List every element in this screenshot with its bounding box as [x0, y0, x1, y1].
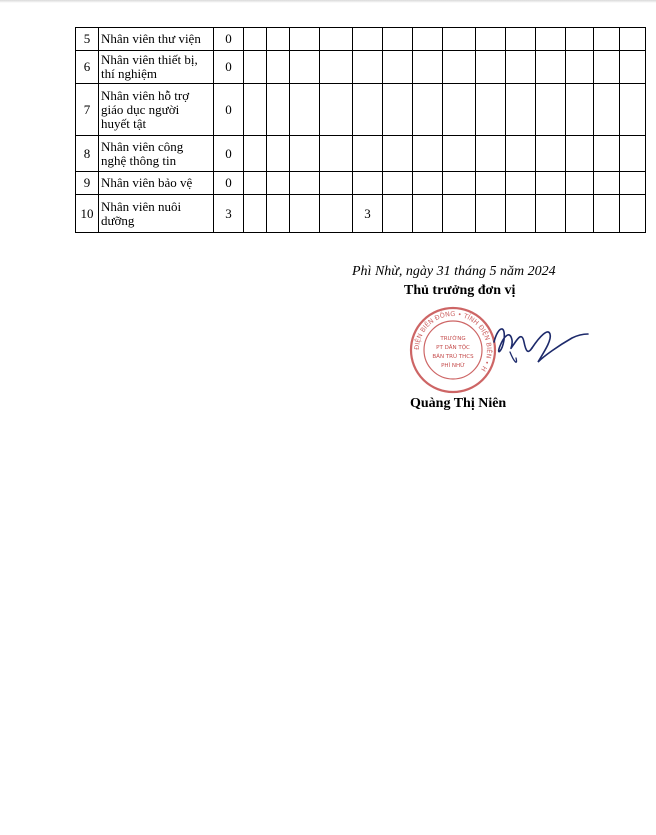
- row-number: 5: [76, 28, 99, 51]
- count-cell: [566, 28, 594, 51]
- count-cell: [443, 84, 476, 136]
- count-cell: [443, 51, 476, 84]
- count-cell: [620, 136, 646, 172]
- count-cell: [413, 28, 443, 51]
- count-cell: [506, 51, 536, 84]
- count-cell: 3: [214, 195, 244, 233]
- count-cell: [594, 28, 620, 51]
- count-cell: [244, 51, 267, 84]
- count-cell: [506, 195, 536, 233]
- count-cell: [267, 172, 290, 195]
- count-cell: 0: [214, 51, 244, 84]
- count-cell: [413, 84, 443, 136]
- table-row: [76, 84, 646, 136]
- stamp-line-4: PHÌ NHỪ: [441, 363, 465, 369]
- stamp-line-3: BÁN TRÚ THCS: [432, 354, 474, 360]
- staff-table: [75, 27, 646, 233]
- count-cell: [413, 195, 443, 233]
- count-cell: [620, 84, 646, 136]
- footer-role-title: Thủ trưởng đơn vị: [404, 283, 516, 298]
- position-title: Nhân viên nuôi dưỡng: [99, 195, 214, 233]
- count-cell: [566, 136, 594, 172]
- position-title: Nhân viên thư viện: [99, 28, 214, 51]
- count-cell: [290, 172, 320, 195]
- footer-date-line: Phì Nhừ, ngày 31 tháng 5 năm 2024: [352, 264, 556, 279]
- count-cell: [536, 28, 566, 51]
- count-cell: [353, 51, 383, 84]
- count-cell: [320, 136, 353, 172]
- count-cell: [443, 172, 476, 195]
- count-cell: 0: [214, 28, 244, 51]
- table-row: [76, 172, 646, 195]
- table-row: [76, 195, 646, 233]
- count-cell: [476, 172, 506, 195]
- count-cell: [383, 172, 413, 195]
- signer-name: Quàng Thị Niên: [410, 396, 507, 411]
- count-cell: [320, 51, 353, 84]
- count-cell: [383, 136, 413, 172]
- count-cell: [536, 84, 566, 136]
- count-cell: 0: [214, 136, 244, 172]
- count-cell: [476, 136, 506, 172]
- count-cell: [244, 136, 267, 172]
- count-cell: [353, 136, 383, 172]
- count-cell: 3: [353, 195, 383, 233]
- count-cell: [383, 195, 413, 233]
- count-cell: [536, 136, 566, 172]
- table-row: [76, 51, 646, 84]
- count-cell: [413, 172, 443, 195]
- count-cell: [620, 172, 646, 195]
- stamp-ring-text: ĐIỆN BIÊN ĐÔNG • TỈNH ĐIỆN BIÊN • H: [412, 309, 494, 373]
- count-cell: [594, 172, 620, 195]
- count-cell: [290, 195, 320, 233]
- count-cell: [566, 84, 594, 136]
- count-cell: [290, 136, 320, 172]
- count-cell: [594, 195, 620, 233]
- count-cell: [594, 136, 620, 172]
- position-title: Nhân viên công nghệ thông tin: [99, 136, 214, 172]
- count-cell: [383, 28, 413, 51]
- row-number: 9: [76, 172, 99, 195]
- count-cell: [320, 28, 353, 51]
- count-cell: [620, 28, 646, 51]
- count-cell: [536, 51, 566, 84]
- count-cell: [620, 195, 646, 233]
- stamp-line-2: PT DÂN TỘC: [436, 345, 470, 351]
- count-cell: [506, 172, 536, 195]
- count-cell: [267, 136, 290, 172]
- count-cell: [353, 84, 383, 136]
- position-title: Nhân viên bảo vệ: [99, 172, 214, 195]
- count-cell: [267, 28, 290, 51]
- count-cell: [320, 172, 353, 195]
- count-cell: [476, 84, 506, 136]
- count-cell: [383, 84, 413, 136]
- row-number: 7: [76, 84, 99, 136]
- stamp-line-1: TRƯỜNG: [440, 336, 466, 342]
- count-cell: 0: [214, 172, 244, 195]
- count-cell: [476, 195, 506, 233]
- count-cell: [506, 28, 536, 51]
- count-cell: [594, 84, 620, 136]
- handwritten-signature: [488, 322, 593, 374]
- staff-table-body: [76, 28, 646, 233]
- count-cell: [267, 51, 290, 84]
- count-cell: [290, 28, 320, 51]
- official-stamp: [408, 305, 498, 395]
- count-cell: [506, 136, 536, 172]
- table-row: [76, 28, 646, 51]
- count-cell: [443, 195, 476, 233]
- count-cell: [244, 172, 267, 195]
- count-cell: [353, 172, 383, 195]
- count-cell: [536, 195, 566, 233]
- count-cell: [244, 84, 267, 136]
- count-cell: [443, 136, 476, 172]
- count-cell: 0: [214, 84, 244, 136]
- row-number: 8: [76, 136, 99, 172]
- position-title: Nhân viên hỗ trợ giáo dục người huyết tật: [99, 84, 214, 136]
- count-cell: [443, 28, 476, 51]
- count-cell: [353, 28, 383, 51]
- count-cell: [566, 195, 594, 233]
- row-number: 10: [76, 195, 99, 233]
- page-top-shadow: [0, 0, 656, 3]
- count-cell: [413, 51, 443, 84]
- count-cell: [566, 172, 594, 195]
- count-cell: [476, 51, 506, 84]
- count-cell: [290, 84, 320, 136]
- count-cell: [536, 172, 566, 195]
- count-cell: [506, 84, 536, 136]
- count-cell: [383, 51, 413, 84]
- count-cell: [267, 195, 290, 233]
- count-cell: [290, 51, 320, 84]
- count-cell: [244, 195, 267, 233]
- count-cell: [566, 51, 594, 84]
- table-row: [76, 136, 646, 172]
- count-cell: [244, 28, 267, 51]
- count-cell: [620, 51, 646, 84]
- count-cell: [320, 84, 353, 136]
- count-cell: [476, 28, 506, 51]
- count-cell: [413, 136, 443, 172]
- count-cell: [594, 51, 620, 84]
- count-cell: [320, 195, 353, 233]
- row-number: 6: [76, 51, 99, 84]
- position-title: Nhân viên thiết bị, thí nghiệm: [99, 51, 214, 84]
- count-cell: [267, 84, 290, 136]
